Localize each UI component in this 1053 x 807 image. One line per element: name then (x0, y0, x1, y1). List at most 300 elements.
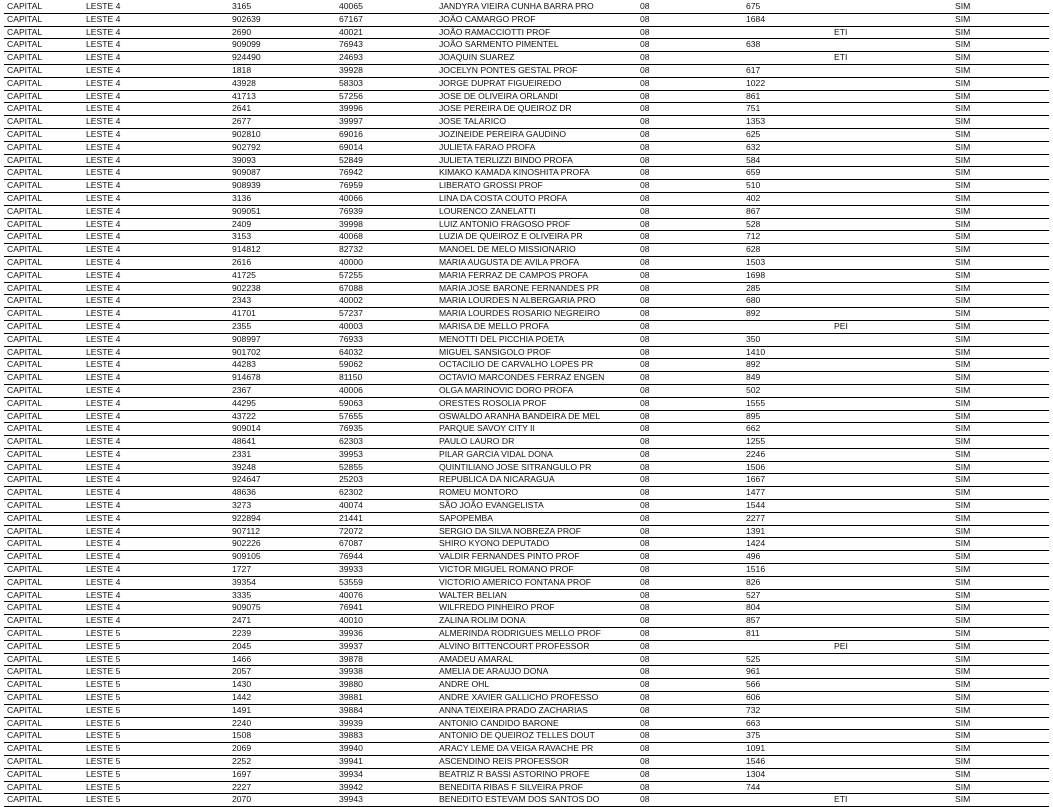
directorate-cell: LESTE 4 (86, 295, 121, 306)
cie-code-cell: 21441 (339, 512, 363, 523)
cie-code-cell: 67167 (339, 13, 363, 24)
school-name-cell: AMADEU AMARAL (439, 653, 514, 664)
cie-code-cell: 81150 (339, 372, 363, 383)
school-name-cell: MARIA AUGUSTA DE AVILA PROFA (439, 256, 580, 267)
directorate-cell: LESTE 4 (86, 282, 121, 293)
cie-code-cell: 76943 (339, 39, 363, 50)
enrollment-cell: 1391 (746, 525, 766, 536)
cie-code-cell: 39937 (339, 640, 363, 651)
enrollment-cell: 528 (746, 218, 761, 229)
directorate-cell: LESTE 4 (86, 474, 121, 485)
enrollment-cell: 895 (746, 410, 761, 421)
school-code-cell: 1727 (232, 564, 252, 575)
school-name-cell: AMELIA DE ARAUJO DONA (439, 666, 549, 677)
directorate-cell: LESTE 4 (86, 13, 121, 24)
table-row (4, 91, 1049, 104)
cie-code-cell: 25203 (339, 474, 363, 485)
school-code-cell: 1466 (232, 653, 252, 664)
status-cell: SIM (955, 333, 971, 344)
directorate-cell: LESTE 4 (86, 64, 121, 75)
cie-code-cell: 52855 (339, 461, 363, 472)
enrollment-cell: 1304 (746, 768, 766, 779)
school-name-cell: ZALINA ROLIM DONA (439, 615, 526, 626)
table-row (4, 769, 1049, 782)
directorate-cell: LESTE 5 (86, 768, 121, 779)
directorate-cell: LESTE 4 (86, 372, 121, 383)
school-name-cell: ANDRE OHL (439, 679, 490, 690)
cie-code-cell: 76944 (339, 551, 363, 562)
cie-code-cell: 40076 (339, 589, 363, 600)
table-row (4, 602, 1049, 615)
school-code-cell: 2070 (232, 794, 252, 805)
region-cell: CAPITAL (7, 218, 43, 229)
school-name-cell: VICTOR MIGUEL ROMANO PROF (439, 564, 574, 575)
region-cell: CAPITAL (7, 564, 43, 575)
table-row (4, 39, 1049, 52)
grade-cell: 08 (640, 308, 650, 319)
status-cell: SIM (955, 679, 971, 690)
grade-cell: 08 (640, 1, 650, 11)
region-cell: CAPITAL (7, 730, 43, 741)
grade-cell: 08 (640, 244, 650, 255)
table-row (4, 129, 1049, 142)
directorate-cell: LESTE 4 (86, 141, 121, 152)
status-cell: SIM (955, 756, 971, 767)
region-cell: CAPITAL (7, 768, 43, 779)
enrollment-cell: 638 (746, 39, 761, 50)
status-cell: SIM (955, 487, 971, 498)
enrollment-cell: 892 (746, 308, 761, 319)
school-name-cell: JANDYRA VIEIRA CUNHA BARRA PRO (439, 1, 594, 11)
table-row (4, 500, 1049, 513)
status-cell: SIM (955, 461, 971, 472)
grade-cell: 08 (640, 26, 650, 37)
enrollment-cell: 375 (746, 730, 761, 741)
region-cell: CAPITAL (7, 512, 43, 523)
school-name-cell: JOÃO CAMARGO PROF (439, 13, 536, 24)
region-cell: CAPITAL (7, 116, 43, 127)
status-cell: SIM (955, 512, 971, 523)
school-name-cell: ANTONIO CANDIDO BARONE (439, 717, 559, 728)
table-row (4, 167, 1049, 180)
region-cell: CAPITAL (7, 487, 43, 498)
school-code-cell: 2471 (232, 615, 252, 626)
school-name-cell: JOCELYN PONTES GESTAL PROF (439, 64, 578, 75)
enrollment-cell: 625 (746, 128, 761, 139)
school-code-cell: 907112 (232, 525, 261, 536)
school-name-cell: BENEDITA RIBAS F SILVEIRA PROF (439, 781, 583, 792)
status-cell: SIM (955, 692, 971, 703)
grade-cell: 08 (640, 180, 650, 191)
enrollment-cell: 1698 (746, 269, 766, 280)
program-cell: PEI (834, 320, 848, 331)
region-cell: CAPITAL (7, 410, 43, 421)
directorate-cell: LESTE 4 (86, 551, 121, 562)
directorate-cell: LESTE 4 (86, 448, 121, 459)
enrollment-cell: 662 (746, 423, 761, 434)
cie-code-cell: 53559 (339, 576, 363, 587)
enrollment-cell: 1684 (746, 13, 766, 24)
enrollment-cell: 2277 (746, 512, 766, 523)
table-row (4, 782, 1049, 795)
cie-code-cell: 39943 (339, 794, 363, 805)
directorate-cell: LESTE 5 (86, 653, 121, 664)
grade-cell: 08 (640, 141, 650, 152)
region-cell: CAPITAL (7, 1, 43, 11)
region-cell: CAPITAL (7, 192, 43, 203)
school-code-cell: 1491 (232, 704, 252, 715)
school-name-cell: VALDIR FERNANDES PINTO PROF (439, 551, 580, 562)
cie-code-cell: 39941 (339, 756, 363, 767)
grade-cell: 08 (640, 205, 650, 216)
school-code-cell: 2409 (232, 218, 252, 229)
school-code-cell: 909075 (232, 602, 261, 613)
enrollment-cell: 712 (746, 231, 761, 242)
directorate-cell: LESTE 5 (86, 756, 121, 767)
directorate-cell: LESTE 4 (86, 461, 121, 472)
school-name-cell: SÃO JOÃO EVANGELISTA (439, 500, 544, 511)
status-cell: SIM (955, 615, 971, 626)
grade-cell: 08 (640, 704, 650, 715)
grade-cell: 08 (640, 756, 650, 767)
enrollment-cell: 1410 (746, 346, 766, 357)
school-name-cell: PARQUE SAVOY CITY II (439, 423, 535, 434)
cie-code-cell: 39884 (339, 704, 363, 715)
cie-code-cell: 40065 (339, 1, 363, 11)
school-code-cell: 902810 (232, 128, 261, 139)
directorate-cell: LESTE 4 (86, 52, 121, 63)
region-cell: CAPITAL (7, 333, 43, 344)
directorate-cell: LESTE 4 (86, 269, 121, 280)
enrollment-cell: 606 (746, 692, 761, 703)
directorate-cell: LESTE 4 (86, 359, 121, 370)
enrollment-cell: 632 (746, 141, 761, 152)
enrollment-cell: 510 (746, 180, 761, 191)
table-row (4, 436, 1049, 449)
table-row (4, 423, 1049, 436)
enrollment-cell: 1667 (746, 474, 766, 485)
status-cell: SIM (955, 768, 971, 779)
region-cell: CAPITAL (7, 308, 43, 319)
school-code-cell: 2240 (232, 717, 252, 728)
grade-cell: 08 (640, 423, 650, 434)
cie-code-cell: 62303 (339, 436, 363, 447)
table-row (4, 27, 1049, 40)
school-code-cell: 2227 (232, 781, 252, 792)
enrollment-cell: 751 (746, 103, 761, 114)
school-code-cell: 48641 (232, 436, 256, 447)
directorate-cell: LESTE 5 (86, 628, 121, 639)
directorate-cell: LESTE 4 (86, 154, 121, 165)
status-cell: SIM (955, 384, 971, 395)
directorate-cell: LESTE 4 (86, 90, 121, 101)
cie-code-cell: 57237 (339, 308, 363, 319)
school-name-cell: LOURENCO ZANELATTI (439, 205, 536, 216)
directorate-cell: LESTE 5 (86, 704, 121, 715)
cie-code-cell: 76935 (339, 423, 363, 434)
school-name-cell: PILAR GARCIA VIDAL DONA (439, 448, 553, 459)
cie-code-cell: 52849 (339, 154, 363, 165)
school-name-cell: MANOEL DE MELO MISSIONARIO (439, 244, 576, 255)
directorate-cell: LESTE 5 (86, 692, 121, 703)
directorate-cell: LESTE 4 (86, 77, 121, 88)
region-cell: CAPITAL (7, 359, 43, 370)
school-code-cell: 914812 (232, 244, 261, 255)
region-cell: CAPITAL (7, 256, 43, 267)
directorate-cell: LESTE 5 (86, 666, 121, 677)
school-code-cell: 41701 (232, 308, 256, 319)
enrollment-cell: 1546 (746, 756, 766, 767)
region-cell: CAPITAL (7, 717, 43, 728)
region-cell: CAPITAL (7, 26, 43, 37)
enrollment-cell: 1503 (746, 256, 766, 267)
region-cell: CAPITAL (7, 525, 43, 536)
region-cell: CAPITAL (7, 103, 43, 114)
school-code-cell: 1818 (232, 64, 252, 75)
table-row (4, 193, 1049, 206)
school-name-cell: BENEDITO ESTEVAM DOS SANTOS DO (439, 794, 600, 805)
table-row (4, 142, 1049, 155)
school-code-cell: 3165 (232, 1, 252, 11)
school-code-cell: 1442 (232, 692, 252, 703)
enrollment-cell: 857 (746, 615, 761, 626)
enrollment-cell: 584 (746, 154, 761, 165)
directorate-cell: LESTE 5 (86, 730, 121, 741)
region-cell: CAPITAL (7, 704, 43, 715)
enrollment-cell: 804 (746, 602, 761, 613)
status-cell: SIM (955, 231, 971, 242)
enrollment-cell: 849 (746, 372, 761, 383)
status-cell: SIM (955, 26, 971, 37)
table-row (4, 538, 1049, 551)
enrollment-cell: 961 (746, 666, 761, 677)
grade-cell: 08 (640, 359, 650, 370)
table-row (4, 449, 1049, 462)
school-list-table (4, 1, 1049, 807)
school-code-cell: 39248 (232, 461, 256, 472)
school-code-cell: 2677 (232, 116, 252, 127)
cie-code-cell: 76941 (339, 602, 363, 613)
school-name-cell: ASCENDINO REIS PROFESSOR (439, 756, 569, 767)
cie-code-cell: 76939 (339, 205, 363, 216)
cie-code-cell: 40006 (339, 384, 363, 395)
grade-cell: 08 (640, 64, 650, 75)
school-name-cell: OSWALDO ARANHA BANDEIRA DE MEL (439, 410, 601, 421)
directorate-cell: LESTE 4 (86, 308, 121, 319)
grade-cell: 08 (640, 282, 650, 293)
grade-cell: 08 (640, 333, 650, 344)
school-code-cell: 43928 (232, 77, 256, 88)
school-name-cell: JULIETA TERLIZZI BINDO PROFA (439, 154, 573, 165)
school-name-cell: VICTORIO AMERICO FONTANA PROF (439, 576, 591, 587)
directorate-cell: LESTE 4 (86, 346, 121, 357)
directorate-cell: LESTE 4 (86, 615, 121, 626)
table-row (4, 551, 1049, 564)
grade-cell: 08 (640, 692, 650, 703)
region-cell: CAPITAL (7, 692, 43, 703)
cie-code-cell: 57255 (339, 269, 363, 280)
school-name-cell: SERGIO DA SILVA NOBREZA PROF (439, 525, 581, 536)
table-row (4, 14, 1049, 27)
directorate-cell: LESTE 4 (86, 205, 121, 216)
region-cell: CAPITAL (7, 576, 43, 587)
table-row (4, 295, 1049, 308)
school-name-cell: JOÃO RAMACCIOTTI PROF (439, 26, 551, 37)
region-cell: CAPITAL (7, 794, 43, 805)
region-cell: CAPITAL (7, 154, 43, 165)
cie-code-cell: 39938 (339, 666, 363, 677)
table-row (4, 526, 1049, 539)
status-cell: SIM (955, 640, 971, 651)
school-name-cell: JOAQUIN SUAREZ (439, 52, 515, 63)
status-cell: SIM (955, 1, 971, 11)
directorate-cell: LESTE 4 (86, 576, 121, 587)
enrollment-cell: 1424 (746, 538, 766, 549)
directorate-cell: LESTE 4 (86, 487, 121, 498)
status-cell: SIM (955, 282, 971, 293)
school-code-cell: 1697 (232, 768, 252, 779)
region-cell: CAPITAL (7, 666, 43, 677)
table-row (4, 641, 1049, 654)
grade-cell: 08 (640, 269, 650, 280)
school-code-cell: 44295 (232, 397, 256, 408)
region-cell: CAPITAL (7, 244, 43, 255)
table-row (4, 385, 1049, 398)
region-cell: CAPITAL (7, 39, 43, 50)
table-row (4, 743, 1049, 756)
directorate-cell: LESTE 4 (86, 602, 121, 613)
table-row (4, 730, 1049, 743)
directorate-cell: LESTE 5 (86, 743, 121, 754)
cie-code-cell: 39953 (339, 448, 363, 459)
grade-cell: 08 (640, 154, 650, 165)
school-name-cell: MARIA LOURDES N ALBERGARIA PRO (439, 295, 596, 306)
cie-code-cell: 39928 (339, 64, 363, 75)
school-name-cell: QUINTILIANO JOSE SITRANGULO PR (439, 461, 592, 472)
cie-code-cell: 76942 (339, 167, 363, 178)
enrollment-cell: 566 (746, 679, 761, 690)
school-name-cell: SHIRO KYONO DEPUTADO (439, 538, 550, 549)
school-code-cell: 2343 (232, 295, 252, 306)
school-name-cell: OLGA MARINOVIC DORO PROFA (439, 384, 574, 395)
directorate-cell: LESTE 4 (86, 384, 121, 395)
school-code-cell: 908997 (232, 333, 261, 344)
school-name-cell: BEATRIZ R BASSI ASTORINO PROFE (439, 768, 590, 779)
directorate-cell: LESTE 4 (86, 500, 121, 511)
table-row (4, 52, 1049, 65)
table-row (4, 283, 1049, 296)
cie-code-cell: 67087 (339, 538, 363, 549)
school-name-cell: LIBERATO GROSSI PROF (439, 180, 543, 191)
grade-cell: 08 (640, 717, 650, 728)
directorate-cell: LESTE 5 (86, 640, 121, 651)
region-cell: CAPITAL (7, 423, 43, 434)
grade-cell: 08 (640, 90, 650, 101)
enrollment-cell: 2246 (746, 448, 766, 459)
status-cell: SIM (955, 538, 971, 549)
grade-cell: 08 (640, 39, 650, 50)
cie-code-cell: 40000 (339, 256, 363, 267)
grade-cell: 08 (640, 666, 650, 677)
school-code-cell: 39354 (232, 576, 256, 587)
grade-cell: 08 (640, 231, 650, 242)
region-cell: CAPITAL (7, 653, 43, 664)
status-cell: SIM (955, 128, 971, 139)
cie-code-cell: 58303 (339, 77, 363, 88)
grade-cell: 08 (640, 372, 650, 383)
table-row (4, 231, 1049, 244)
region-cell: CAPITAL (7, 346, 43, 357)
grade-cell: 08 (640, 474, 650, 485)
grade-cell: 08 (640, 602, 650, 613)
enrollment-cell: 1544 (746, 500, 766, 511)
region-cell: CAPITAL (7, 231, 43, 242)
cie-code-cell: 40068 (339, 231, 363, 242)
school-code-cell: 1430 (232, 679, 252, 690)
status-cell: SIM (955, 167, 971, 178)
school-name-cell: JOÃO SARMENTO PIMENTEL (439, 39, 559, 50)
cie-code-cell: 39934 (339, 768, 363, 779)
region-cell: CAPITAL (7, 436, 43, 447)
status-cell: SIM (955, 39, 971, 50)
school-code-cell: 2367 (232, 384, 252, 395)
region-cell: CAPITAL (7, 205, 43, 216)
directorate-cell: LESTE 4 (86, 1, 121, 11)
directorate-cell: LESTE 4 (86, 512, 121, 523)
grade-cell: 08 (640, 743, 650, 754)
cie-code-cell: 39883 (339, 730, 363, 741)
grade-cell: 08 (640, 52, 650, 63)
cie-code-cell: 64032 (339, 346, 363, 357)
status-cell: SIM (955, 717, 971, 728)
enrollment-cell: 1555 (746, 397, 766, 408)
table-row (4, 78, 1049, 91)
school-code-cell: 2252 (232, 756, 252, 767)
table-row (4, 474, 1049, 487)
grade-cell: 08 (640, 781, 650, 792)
table-row (4, 628, 1049, 641)
status-cell: SIM (955, 564, 971, 575)
cie-code-cell: 40002 (339, 295, 363, 306)
table-row (4, 564, 1049, 577)
status-cell: SIM (955, 154, 971, 165)
directorate-cell: LESTE 5 (86, 679, 121, 690)
directorate-cell: LESTE 4 (86, 231, 121, 242)
status-cell: SIM (955, 423, 971, 434)
status-cell: SIM (955, 192, 971, 203)
grade-cell: 08 (640, 768, 650, 779)
directorate-cell: LESTE 4 (86, 103, 121, 114)
status-cell: SIM (955, 704, 971, 715)
grade-cell: 08 (640, 116, 650, 127)
school-name-cell: REPUBLICA DA NICARAGUA (439, 474, 555, 485)
table-row (4, 615, 1049, 628)
enrollment-cell: 1477 (746, 487, 766, 498)
region-cell: CAPITAL (7, 141, 43, 152)
directorate-cell: LESTE 4 (86, 218, 121, 229)
grade-cell: 08 (640, 128, 650, 139)
school-name-cell: OCTAVIO MARCONDES FERRAZ ENGEN (439, 372, 605, 383)
enrollment-cell: 1255 (746, 436, 766, 447)
status-cell: SIM (955, 781, 971, 792)
school-code-cell: 3136 (232, 192, 252, 203)
status-cell: SIM (955, 551, 971, 562)
table-row (4, 206, 1049, 219)
grade-cell: 08 (640, 794, 650, 805)
enrollment-cell: 1353 (746, 116, 766, 127)
status-cell: SIM (955, 103, 971, 114)
school-code-cell: 44283 (232, 359, 256, 370)
